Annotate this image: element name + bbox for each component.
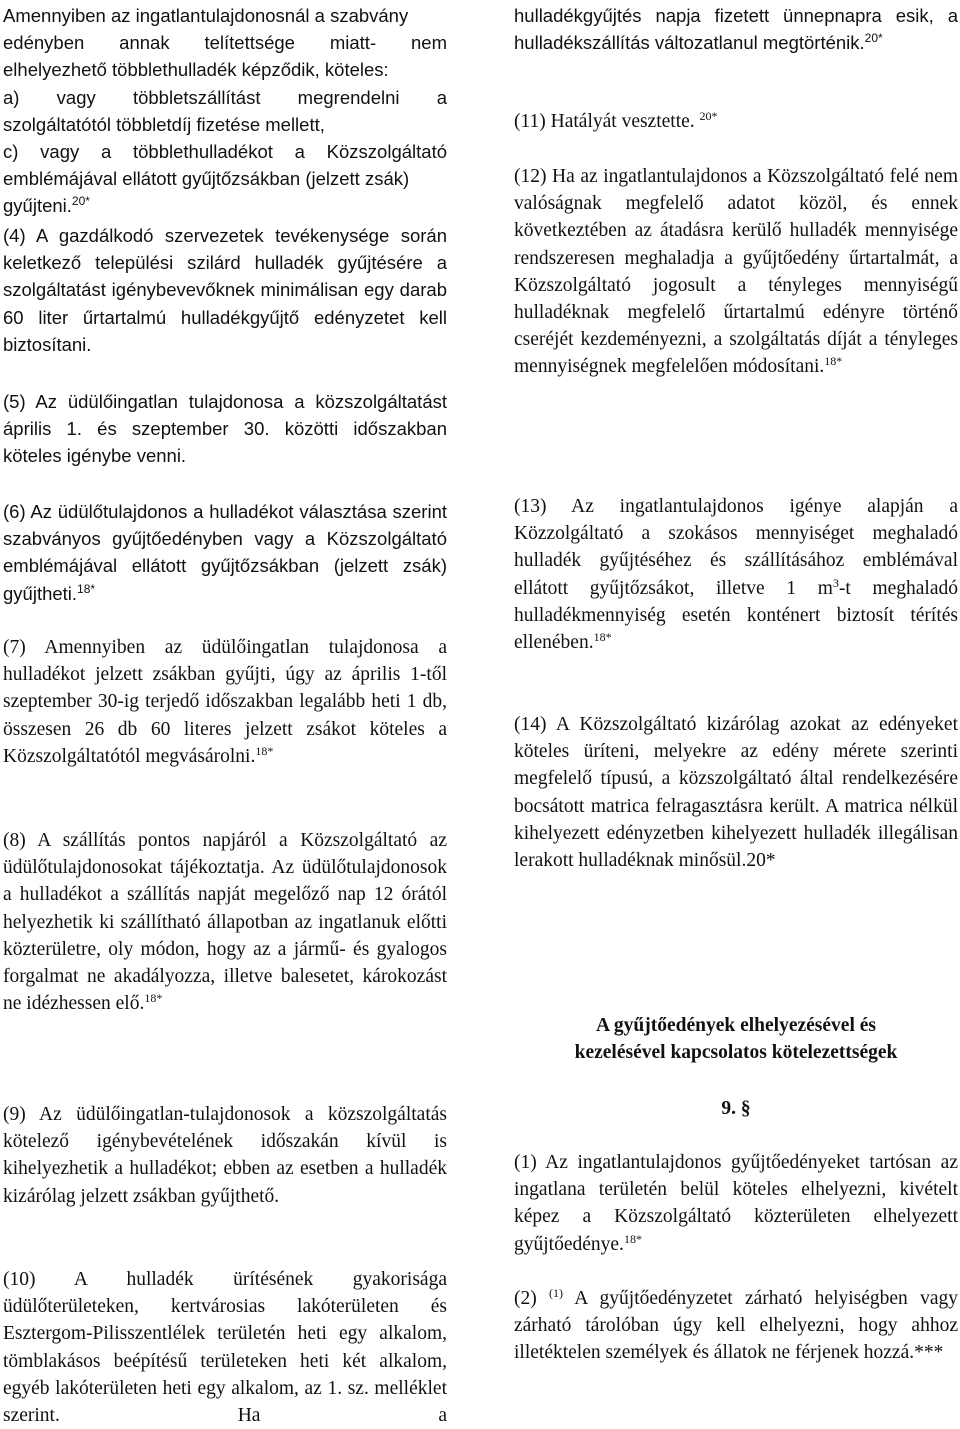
- paragraph-5: (5) Az üdülőingatlan tulajdonosa a közszolgáltatást április 1. és szeptember 30. közötti időszakban köteles igénybe venni.: [3, 391, 447, 467]
- footnote-ref: 18*: [77, 581, 96, 596]
- paragraph-13-text-a: (13) Az ingatlantulajdonos igénye alapján a Közzolgáltató a szokásos mennyiséget meghaladó hulladék gyűjtéséhez és szállításához emblémával ellátott gyűjtőzsákot, illetve 1 m: [514, 496, 958, 599]
- section-number: 9. §: [721, 1098, 751, 1119]
- section-9-paragraph-1: [514, 1149, 958, 1258]
- paragraph-11-text: (11) Hatályát vesztette.: [514, 111, 695, 132]
- footnote-ref: 18*: [623, 1231, 642, 1246]
- footnote-ref: 18*: [255, 743, 274, 758]
- paragraph-8: [3, 827, 447, 1017]
- paragraph-11: [514, 108, 958, 135]
- intro-line: szolgáltatótól többletdíj fizetése mellett,: [3, 113, 325, 135]
- footnote-ref: 20*: [864, 31, 883, 46]
- intro-line: edényben annak telítettsége miatt- nem: [3, 32, 447, 54]
- paragraph-4: (4) A gazdálkodó szervezetek tevékenysége során keletkező települési szilárd hulladék gyűjtésére a szolgáltatást igénybevevőknek minimálisan egy darab 60 liter űrtartalmú hulladékgyűjtő edényzetet kell biztosítani.: [3, 225, 447, 355]
- section-title: [514, 1012, 958, 1066]
- intro-line: elhelyezhető többlethulladék képződik, köteles:: [3, 59, 389, 81]
- footnote-ref: 18*: [824, 354, 843, 369]
- paragraph-7: [3, 634, 447, 770]
- intro-line: c) vagy a többlethulladékot a Közszolgáltató: [3, 141, 447, 163]
- footnote-ref: (1): [549, 1286, 564, 1300]
- section-9-paragraph-1-text: (1) Az ingatlantulajdonos gyűjtőedényeket tartósan az ingatlana területén belül köteles elhelyezni, kivételt képez a Közszolgáltató közterületen elhelyezett gyűjtőedénye.: [514, 1152, 958, 1255]
- intro-line: emblémájával ellátott gyűjtőzsákban (jelzett zsák): [3, 168, 410, 190]
- paragraph-10: (10) A hulladék ürítésének gyakorisága üdülőterületeken, kertvárosias lakóterületen és Esztergom-Pilisszentlélek területén heti egy alkalom, tömblakásos beépítésű területeken heti két alkalom, egyéb lakóterületen heti egy alkalom, az 1. sz. melléklet szerint. Ha a: [3, 1269, 447, 1427]
- section-9-paragraph-2-prefix: (2): [514, 1288, 550, 1309]
- paragraph-13-text-b: -t meghaladó hulladékmennyiség esetén konténert biztosít térítés ellenében.: [514, 577, 958, 654]
- paragraph-8-text: (8) A szállítás pontos napjáról a Közszolgáltató az üdülőtulajdonosokat tájékoztatja. Az üdülőtulajdonosok a hulladékot a szállítás napját megelőző nap 12 órától helyezhetik ki szállítható állapotban az ingatlanuk előtti közterületre, oly módon, hogy az a jármű- és gyalogos forgalmat ne akadályozza, illetve balesetet, károkozást ne idézhessen elő.: [3, 830, 447, 1015]
- paragraph-13: [514, 493, 958, 656]
- paragraph-6-text: (6) Az üdülőtulajdonos a hulladékot választása szerint szabványos gyűjtőedényben vagy a Közszolgáltató emblémájával ellátott gyűjtőzsákban (jelzett zsák) gyűjtheti.: [3, 501, 447, 604]
- footnote-ref: 18*: [144, 991, 163, 1006]
- intro-line-text: gyűjteni.: [3, 195, 72, 217]
- intro-line: a) vagy többletszállítást megrendelni a: [3, 86, 447, 108]
- footnote-ref: 20*: [699, 109, 718, 123]
- paragraph-12: [514, 163, 958, 381]
- paragraph-9: (9) Az üdülőingatlan-tulajdonosok a közszolgáltatás kötelező igénybevételének időszakán kívül is kihelyezhetik a hulladékot; ebben az esetben a hulladék kizárólag jelzett zsákban gyűjthető.: [3, 1104, 447, 1207]
- paragraph-10-continued-text: hulladékgyűjtés napja fizetett ünnepnapra esik, a hulladékszállítás változatlanul megtörténik.: [514, 5, 958, 54]
- paragraph-14: (14) A Közszolgáltató kizárólag azokat az edényeket köteles üríteni, melyekre az edény mérete szerinti megfelelő típusú, a közszolgáltató által rendelkezésére bocsátott matrica felragasztásra került. A matrica nélkül kihelyezett edényzetben kihelyezett hulladék illegálisan lerakott hulladéknak minősül.20*: [514, 714, 958, 872]
- footnote-ref: 18*: [593, 630, 612, 645]
- paragraph-intro: [3, 2, 447, 220]
- paragraph-12-text: (12) Ha az ingatlantulajdonos a Közszolgáltató felé nem valóságnak megfelelő adatot közöl, és ennek következtében az átadásra kerülő hulladék mennyisége rendszeresen meghaladja a gyűjtőedény űrtartalmát, a Közszolgáltató jogosult a tényleges mennyiségű hulladéknak megfelelő űrtartalmú edényre történő cseréjét kezdeményezni, a szolgáltatás díját a tényleges mennyiségnek megfelelően módosítani.: [514, 166, 958, 378]
- intro-line: Amennyiben az ingatlantulajdonosnál a szabvány: [3, 5, 409, 26]
- section-title-line-1: A gyűjtőedények elhelyezésével és: [596, 1015, 876, 1036]
- section-9-paragraph-2-text: A gyűjtőedényzetet zárható helyiségben vagy zárható tárolóban úgy kell elhelyezni, hogy ahhoz illetéktelen személyek és állatok ne férjenek hozzá.***: [514, 1288, 958, 1364]
- unit-superscript: 3: [832, 575, 839, 590]
- paragraph-6: [3, 498, 447, 607]
- intro-line-last: [3, 192, 447, 219]
- paragraph-7-text: (7) Amennyiben az üdülőingatlan tulajdonosa a hulladékot jelzett zsákban gyűjti, úgy az április 1-től szeptember 30-ig terjedő időszakban legalább heti 1 db, összesen 26 db 60 literes jelzett zsákot köteles a Közszolgáltatótól megvásárolni.: [3, 637, 447, 767]
- paragraph-10-continued: [514, 2, 958, 56]
- section-9-paragraph-2: [514, 1285, 958, 1367]
- footnote-ref: 20*: [71, 194, 90, 209]
- section-title-line-2: kezelésével kapcsolatos kötelezettségek: [574, 1042, 898, 1064]
